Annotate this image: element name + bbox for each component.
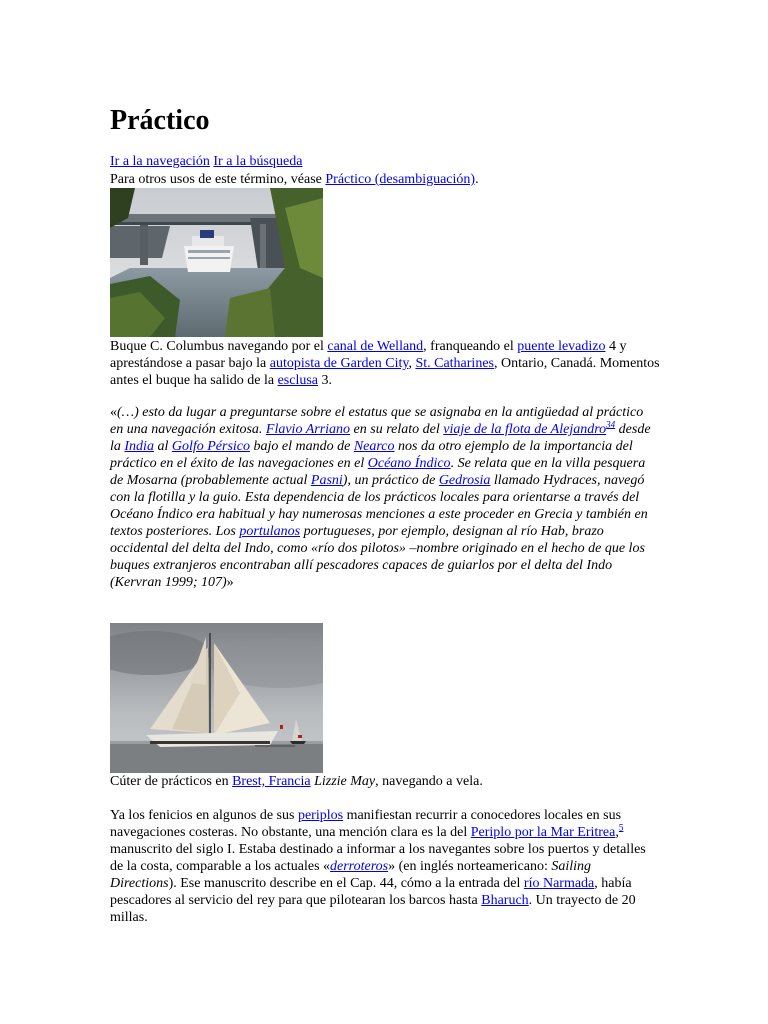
garden-city-skyway-link[interactable]: autopista de Garden City [269, 356, 409, 371]
lock-link[interactable]: esclusa [277, 373, 318, 388]
reference-34-link[interactable]: 34 [606, 419, 616, 430]
paragraph-text: ). Ese manuscrito describe en el Cap. 44, cómo a la entrada del [168, 876, 524, 891]
derroteros-link[interactable]: derroteros [330, 859, 389, 874]
ship-canal-photo[interactable] [110, 188, 323, 337]
goto-search-link[interactable]: Ir a la búsqueda [213, 154, 303, 169]
caption-text: Buque C. Columbus navegando por el [110, 339, 328, 354]
block-quote [110, 404, 658, 591]
caption-text: , navegando a vela. [375, 774, 483, 789]
body-paragraph [110, 807, 658, 926]
disambiguation-link[interactable]: Práctico (desambiguación) [325, 172, 476, 187]
caption-text: , franqueando el [423, 339, 518, 354]
quote-text: llamado Hydraces, navegó con la flotilla y la guio. Esta dependencia de los prácticos locales para orientarse a través del Océano Índico era habitual y hay numerosas menciones a este proceder en Grecia y también en textos posteriores. Los [110, 473, 648, 539]
periplos-link[interactable]: periplos [297, 808, 344, 823]
goto-navigation-link[interactable]: Ir a la navegación [110, 154, 210, 169]
alexander-fleet-link[interactable]: viaje de la flota de Alejandro [443, 422, 607, 437]
flavio-arriano-link[interactable]: Flavio Arriano [265, 422, 351, 437]
bharuch-link[interactable]: Bharuch [481, 893, 529, 908]
india-link[interactable]: India [124, 439, 154, 454]
caption-text: 4 y aprestándose a pasar bajo la [110, 339, 627, 371]
quote-text: desde la [110, 422, 651, 454]
persian-gulf-link[interactable]: Golfo Pérsico [171, 439, 250, 454]
paragraph-text: manifiestan recurrir a conocedores locales en sus navegaciones costeras. No obstante, una mención clara es la del [110, 808, 622, 840]
quote-text: nos da otro ejemplo de la importancia del práctico en el éxito de las navegaciones en el [110, 439, 633, 471]
nearco-link[interactable]: Nearco [353, 439, 395, 454]
reference-5-link[interactable]: 5 [618, 822, 624, 833]
vessel-name: Lizzie May [314, 774, 376, 789]
sailing-directions-term: Sailing Directions [110, 859, 592, 891]
brest-link[interactable]: Brest, Francia [232, 774, 311, 789]
jump-links [110, 153, 670, 170]
paragraph-text: . Un trayecto de 20 millas. [110, 893, 636, 925]
paragraph-text: , [615, 825, 619, 840]
hatnote-text: Para otros usos de este término, véase [110, 172, 326, 187]
periplus-erythraean-sea-link[interactable]: Periplo por la Mar Eritrea [470, 825, 616, 840]
quote-text: . Se relata que en la villa pesquera de Mosarna (probablemente actual [110, 456, 646, 488]
caption-text: , [408, 356, 416, 371]
paragraph-text: » (en inglés norteamericano: [388, 859, 552, 874]
paragraph-text: manuscrito del siglo I. Estaba destinado a informar a los navegantes sobre los puertos y detalles de la costa, comparable a los actuales « [110, 842, 646, 874]
indian-ocean-link[interactable]: Océano Índico [367, 456, 451, 471]
quote-text: (…) esto da lugar a preguntarse sobre el estatus que se asignaba en la antigüedad al práctico en una navegación exitosa. [110, 405, 644, 437]
quote-text: al [153, 439, 172, 454]
image2-caption [110, 773, 662, 790]
quote-text: en su relato del [350, 422, 444, 437]
image1-caption [110, 338, 662, 389]
welland-canal-link[interactable]: canal de Welland [327, 339, 424, 354]
lift-bridge-link[interactable]: puente levadizo [517, 339, 606, 354]
quote-close-mark: » [226, 575, 234, 590]
quote-open-mark: « [110, 405, 117, 420]
hatnote-suffix: . [475, 172, 479, 187]
paragraph-text: Ya los fenicios en algunos de sus [110, 808, 298, 823]
portulanos-link[interactable]: portulanos [239, 524, 301, 539]
quote-text: portugueses, por ejemplo, designan al río Hab, brazo occidental del delta del Indo, como «río dos pilotos» –nombre originado en el hecho de que los buques extranjeros encontraban allí pescadores capaces de guiarlos por el delta del Indo (Kervran 1999; 107) [110, 524, 645, 590]
st-catharines-link[interactable]: St. Catharines [415, 356, 494, 371]
caption-text: , Ontario, Canadá. Momentos antes el buque ha salido de la [110, 356, 660, 388]
narmada-river-link[interactable]: río Narmada [523, 876, 595, 891]
caption-text: 3. [318, 373, 332, 388]
quote-text: ), un práctico de [342, 473, 439, 488]
pasni-link[interactable]: Pasni [310, 473, 343, 488]
quote-text: bajo el mando de [250, 439, 354, 454]
paragraph-text: , había pescadores al servicio del rey para que pilotearan los barcos hasta [110, 876, 632, 908]
hatnote [110, 171, 670, 188]
gedrosia-link[interactable]: Gedrosia [438, 473, 491, 488]
caption-text: Cúter de prácticos en [110, 774, 233, 789]
page-title: Práctico [110, 105, 210, 136]
pilot-cutter-photo[interactable] [110, 623, 323, 773]
